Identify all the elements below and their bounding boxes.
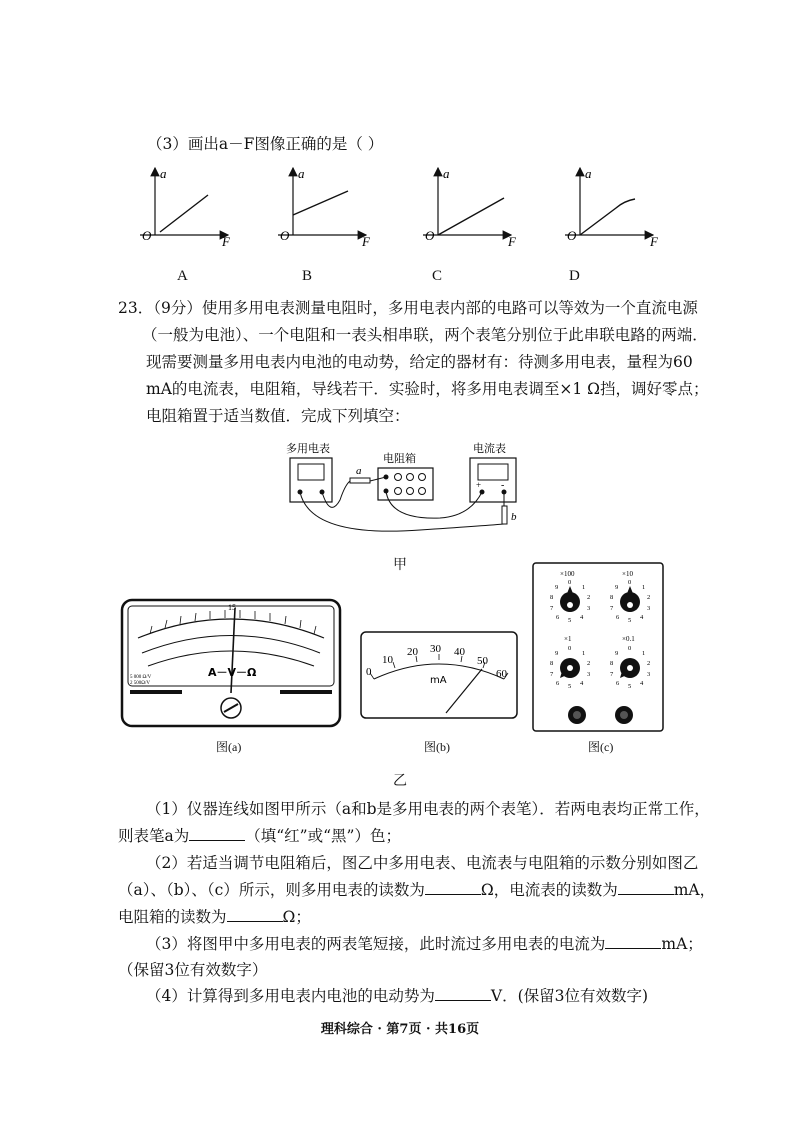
graph-c-xlabel: F xyxy=(508,234,516,249)
ammeter-label: 电流表 xyxy=(473,442,506,455)
mb-tick-40: 40 xyxy=(454,646,465,658)
graph-b-ylabel: a xyxy=(298,166,305,181)
blank-3[interactable] xyxy=(618,880,674,895)
mb-tick-20: 20 xyxy=(407,646,418,658)
graph-a-ylabel: a xyxy=(160,166,167,181)
svg-text:5: 5 xyxy=(568,683,572,690)
subq-4-line-1: （4）计算得到多用电表内电池的电动势为 V．(保留3位有效数字) xyxy=(146,987,649,1005)
svg-text:3: 3 xyxy=(587,671,591,678)
meter-b-unit: mA xyxy=(430,675,447,686)
svg-text:7: 7 xyxy=(610,671,614,678)
svg-text:8: 8 xyxy=(550,594,554,601)
svg-text:2: 2 xyxy=(647,594,651,601)
graph-c xyxy=(423,166,517,249)
svg-text:5: 5 xyxy=(568,617,572,624)
svg-text:2: 2 xyxy=(647,660,651,667)
svg-text:2: 2 xyxy=(587,660,591,667)
dial-1-mult: ×100 xyxy=(560,570,575,578)
svg-text:0: 0 xyxy=(628,645,632,652)
svg-text:1: 1 xyxy=(582,650,586,657)
blank-5[interactable] xyxy=(605,934,661,949)
question-3-prompt: （3）画出a－F图像正确的是（ ） xyxy=(147,135,384,153)
a-f-graphs xyxy=(130,160,670,260)
choice-c-label: C xyxy=(432,268,443,284)
mb-tick-60: 60 xyxy=(496,668,507,680)
choice-b-label: B xyxy=(302,268,313,284)
meter-a-label: A－V－Ω xyxy=(208,666,257,679)
ammeter-minus: - xyxy=(501,480,505,491)
svg-text:7: 7 xyxy=(550,605,554,612)
choice-d-label: D xyxy=(569,268,580,284)
svg-text:7: 7 xyxy=(550,671,554,678)
choice-a-label: A xyxy=(177,268,188,284)
graph-d-ylabel: a xyxy=(585,166,592,181)
figure-jia-caption: 甲 xyxy=(393,557,407,573)
figure-jia-circuit xyxy=(280,440,540,555)
svg-text:8: 8 xyxy=(610,594,614,601)
subq-1-line-2: 则表笔a为 （填“红”或“黑”）色； xyxy=(118,827,401,845)
graph-a-xlabel: F xyxy=(222,234,230,249)
probe-b-label: b xyxy=(511,511,517,523)
figure-c-resistor-box xyxy=(532,562,664,732)
figure-a-caption: 图(a) xyxy=(216,740,242,754)
meter-a-top-mark: 15 xyxy=(228,603,236,612)
subq-3-line-1: （3）将图甲中多用电表的两表笔短接，此时流过多用电表的电流为 mA； xyxy=(146,935,703,953)
svg-text:1: 1 xyxy=(582,584,586,591)
blank-1[interactable] xyxy=(189,826,245,841)
mb-tick-0: 0 xyxy=(366,666,372,678)
svg-text:1: 1 xyxy=(642,584,646,591)
svg-text:5: 5 xyxy=(628,683,632,690)
graph-c-ylabel: a xyxy=(443,166,450,181)
figure-yi-caption: 乙 xyxy=(393,773,407,789)
q23-line-1: 23．（9分）使用多用电表测量电阻时，多用电表内部的电路可以等效为一个直流电源 xyxy=(118,299,698,317)
svg-text:4: 4 xyxy=(640,614,644,621)
svg-text:2: 2 xyxy=(587,594,591,601)
svg-text:8: 8 xyxy=(610,660,614,667)
graph-d-origin: O xyxy=(567,228,577,243)
graph-a-origin: O xyxy=(142,228,152,243)
subq-1-line-1: （1）仪器连线如图甲所示（a和b是多用电表的两个表笔）．若两电表均正常工作， xyxy=(146,800,710,818)
dial-4-mult: ×0.1 xyxy=(622,635,635,643)
q23-line-4: mA的电流表，电阻箱，导线若干．实验时，将多用电表调至×1 Ω挡，调好零点； xyxy=(146,380,709,398)
graph-c-origin: O xyxy=(425,228,435,243)
figure-b-caption: 图(b) xyxy=(424,740,450,754)
dial-2-mult: ×10 xyxy=(622,570,633,578)
svg-text:6: 6 xyxy=(556,680,560,687)
ammeter-plus: + xyxy=(476,480,482,490)
subq-2-line-3: 电阻箱的读数为 Ω； xyxy=(118,908,311,926)
page-footer: 理科综合 · 第7页 · 共16页 xyxy=(320,1022,480,1037)
svg-text:0: 0 xyxy=(628,579,632,586)
q23-line-2: （一般为电池）、一个电阻和一表头相串联，两个表笔分别位于此串联电路的两端． xyxy=(142,326,708,344)
svg-text:8: 8 xyxy=(550,660,554,667)
figure-c-caption: 图(c) xyxy=(588,740,614,754)
graph-b xyxy=(278,166,371,249)
graph-a xyxy=(140,166,231,249)
svg-text:3: 3 xyxy=(647,605,651,612)
svg-text:5: 5 xyxy=(628,617,632,624)
svg-text:0: 0 xyxy=(568,579,572,586)
blank-6[interactable] xyxy=(435,986,491,1001)
mb-tick-50: 50 xyxy=(477,655,488,667)
svg-text:9: 9 xyxy=(615,650,619,657)
svg-text:6: 6 xyxy=(616,680,620,687)
resistor-box-label: 电阻箱 xyxy=(383,452,416,465)
graph-b-origin: O xyxy=(280,228,290,243)
svg-text:1: 1 xyxy=(642,650,646,657)
svg-text:4: 4 xyxy=(580,680,584,687)
subq-2-line-1: （2）若适当调节电阻箱后，图乙中多用电表、电流表与电阻箱的示数分别如图乙 xyxy=(146,854,699,872)
q23-line-5: 电阻箱置于适当数值．完成下列填空： xyxy=(146,407,410,425)
mb-tick-30: 30 xyxy=(430,643,441,655)
blank-4[interactable] xyxy=(227,907,283,922)
multimeter-label: 多用电表 xyxy=(286,442,330,455)
svg-text:9: 9 xyxy=(555,584,559,591)
svg-text:3: 3 xyxy=(587,605,591,612)
svg-text:0: 0 xyxy=(568,645,572,652)
figure-a-multimeter xyxy=(120,598,342,728)
graph-b-xlabel: F xyxy=(362,234,370,249)
subq-3-line-2: （保留3位有效数字） xyxy=(118,961,268,979)
graph-d xyxy=(565,166,659,249)
blank-2[interactable] xyxy=(425,880,481,895)
subq-2-line-2: （a）、（b）、（c）所示，则多用电表的读数为 Ω，电流表的读数为 mA， xyxy=(118,881,716,899)
svg-text:4: 4 xyxy=(640,680,644,687)
svg-text:6: 6 xyxy=(616,614,620,621)
meter-a-side-2: 2 500Ω/V xyxy=(130,681,150,686)
probe-a-label: a xyxy=(356,465,362,477)
svg-text:4: 4 xyxy=(580,614,584,621)
svg-text:3: 3 xyxy=(647,671,651,678)
figure-b-milliammeter xyxy=(360,631,518,719)
meter-a-side-1: 5 000 Ω/V xyxy=(130,675,152,680)
svg-text:6: 6 xyxy=(556,614,560,621)
svg-text:7: 7 xyxy=(610,605,614,612)
dial-3-mult: ×1 xyxy=(564,635,572,643)
graph-d-xlabel: F xyxy=(650,234,658,249)
q23-line-3: 现需要测量多用电表内电池的电动势，给定的器材有：待测多用电表，量程为60 xyxy=(146,353,693,371)
svg-text:9: 9 xyxy=(555,650,559,657)
mb-tick-10: 10 xyxy=(382,654,393,666)
svg-text:9: 9 xyxy=(615,584,619,591)
